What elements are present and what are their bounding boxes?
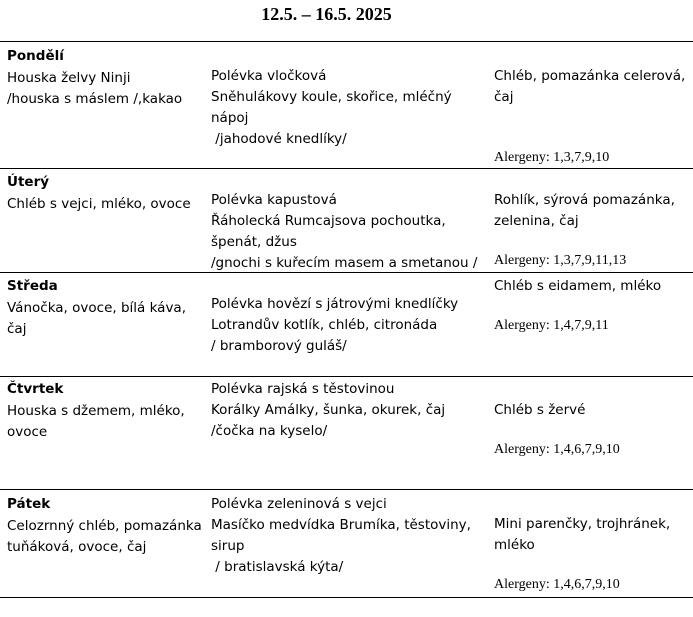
breakfast-line: /houska s máslem /,kakao	[7, 91, 183, 107]
row-divider	[0, 41, 693, 42]
day-name: Čtvrtek	[7, 381, 64, 397]
lunch-alternative: /gnochi s kuřecím masem a smetanou /	[211, 255, 478, 271]
breakfast-line: Houska s džemem, mléko, ovoce	[7, 403, 185, 440]
day-cell-tuesday	[7, 172, 205, 215]
lunch-main: Řáholecká Rumcajsova pochoutka, špenát, džus	[211, 213, 446, 250]
breakfast-line: Chléb s vejci, mléko, ovoce	[7, 196, 191, 212]
lunch-cell-tuesday	[211, 190, 486, 274]
lunch-soup: Polévka zeleninová s vejci	[211, 496, 387, 512]
lunch-main: Lotrandův kotlík, chléb, citronáda	[211, 317, 438, 333]
row-divider	[0, 168, 693, 169]
snack-text: Rohlík, sýrová pomazánka, zelenina, čaj	[494, 192, 675, 229]
allergens-monday: Alergeny: 1,3,7,9,10	[494, 150, 610, 165]
day-cell-wednesday	[7, 276, 205, 340]
lunch-alternative: /jahodové knedlíky/	[211, 131, 347, 147]
lunch-cell-thursday	[211, 379, 486, 442]
lunch-main: Korálky Amálky, šunka, okurek, čaj	[211, 402, 446, 418]
lunch-cell-wednesday	[211, 294, 486, 357]
snack-text: Mini parenčky, trojhránek, mléko	[494, 516, 671, 553]
snack-text: Chléb s žervé	[494, 402, 586, 418]
day-name: Úterý	[7, 174, 50, 190]
row-divider	[0, 376, 693, 377]
lunch-soup: Polévka kapustová	[211, 192, 337, 208]
row-divider	[0, 489, 693, 490]
snack-text: Chléb s eidamem, mléko	[494, 278, 662, 294]
menu-date-range-title: 12.5. – 16.5. 2025	[261, 4, 392, 24]
allergens-tuesday: Alergeny: 1,3,7,9,11,13	[494, 253, 627, 268]
lunch-main: Masíčko medvídka Brumíka, těstoviny, sirup	[211, 517, 471, 554]
lunch-alternative: / bramborový guláš/	[211, 338, 347, 354]
day-cell-monday	[7, 46, 205, 110]
snack-text: Chléb, pomazánka celerová, čaj	[494, 68, 686, 105]
lunch-cell-monday	[211, 66, 486, 150]
snack-cell-monday	[494, 66, 689, 108]
breakfast-line: Celozrnný chléb, pomazánka tuňáková, ovoce, čaj	[7, 518, 202, 555]
snack-cell-wednesday	[494, 276, 693, 297]
lunch-soup: Polévka hovězí s játrovými knedlíčky	[211, 296, 459, 312]
snack-cell-thursday	[494, 400, 693, 421]
allergens-thursday: Alergeny: 1,4,6,7,9,10	[494, 442, 620, 457]
lunch-alternative: /čočka na kyselo/	[211, 423, 328, 439]
lunch-cell-friday	[211, 494, 486, 578]
breakfast-line: Vánočka, ovoce, bílá káva, čaj	[7, 300, 186, 337]
row-divider	[0, 597, 693, 598]
day-name: Pondělí	[7, 48, 64, 64]
allergens-wednesday: Alergeny: 1,4,7,9,11	[494, 318, 609, 333]
day-name: Pátek	[7, 496, 51, 512]
lunch-main: Sněhulákovy koule, skořice, mléčný nápoj	[211, 89, 452, 126]
day-cell-friday	[7, 494, 205, 558]
snack-cell-tuesday	[494, 190, 689, 232]
day-name: Středa	[7, 278, 58, 294]
breakfast-line: Houska želvy Ninji	[7, 70, 131, 86]
lunch-alternative: / bratislavská kýta/	[211, 559, 344, 575]
snack-cell-friday	[494, 514, 689, 556]
lunch-soup: Polévka rajská s těstovinou	[211, 381, 395, 397]
allergens-friday: Alergeny: 1,4,6,7,9,10	[494, 577, 620, 592]
lunch-soup: Polévka vločková	[211, 68, 327, 84]
day-cell-thursday	[7, 379, 205, 443]
row-divider	[0, 272, 693, 273]
